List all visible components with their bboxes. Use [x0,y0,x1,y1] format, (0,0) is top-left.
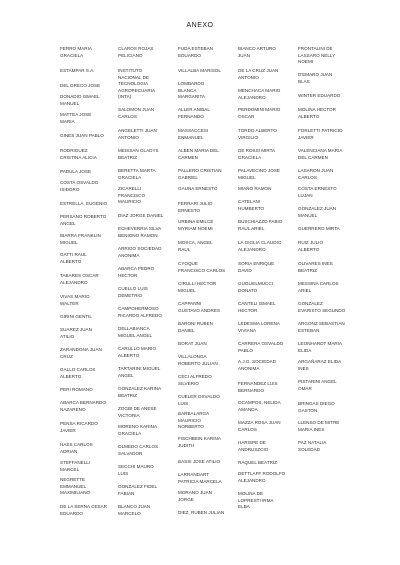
name-entry: LOMBARDO BLANCA MARGARITA [178,81,205,99]
name-entry: LASARON JUAN CARLOS [298,168,334,180]
name-entry: DELLABIANCA MIGUEL ANGEL [118,326,153,338]
name-entry: ALBEN MARIA DEL CARMEN [178,148,219,160]
page-title: ANEXO [186,22,214,29]
name-entry: GAUNA ERNESTO [178,186,218,191]
name-entry: CAPPANNI GUSTAVO ANDRES [178,301,220,313]
name-entry: ESTAMPAR S.A. [60,68,95,73]
name-entry: HASS CARLOS ADRIAN [60,442,93,454]
name-entry: FERRARI JULIO ERNESTO [178,201,213,213]
name-entry: RAQUEL BEATRIZ [238,460,278,465]
name-entry: ARGAÑARAZ ELIDA INES [298,359,342,371]
name-entry: MORANO JUAN JORGE [178,490,212,502]
name-entry: DE ROSSI MIRTA GRACIELA [238,148,276,160]
name-entry: GALLO CARLOS ALBERTO [60,367,96,379]
name-entry: DETTLAFF RODOLFO ALEJANDRO [238,471,286,483]
name-entry: DIEZ, RUBEN JULIAN [178,510,225,515]
name-entry: BARBALARGA MAURICIO NORBERTO [178,411,210,429]
name-entry: MOLINA HECTOR ALBERTO [298,107,336,119]
name-entry: VALENCIANA MARIA DEL CARMEN [298,148,343,160]
name-entry: BORAT JUAN [178,341,207,346]
name-entry: SALOMON JUAN CARLOS [118,107,155,119]
name-entry: D'EMARO JUAN BLAS [298,72,333,84]
name-entry: MENCHACA MARIO ALEJANDRO [238,88,281,100]
name-entry: LEDESMA LORENA VIVIANA [238,321,280,333]
name-entry: TABARES OSCAR ALEJANDRO [60,273,99,285]
name-entry: COSTA OSVALDO ISIDORO [60,180,99,192]
name-entry: GUGLIELMUCCI DONATO [238,281,273,293]
name-entry: DE LA SERNA CESAR EDUARDO [60,504,107,516]
name-entry: BRINGAS DIEGO GASTON [298,401,335,413]
name-entry: ECHEVERRIA SILVA BENIGNO RAMON [118,226,162,238]
name-entry: MOSCA, ANGEL RAUL [178,240,213,252]
name-entry: CARRERA OSVALDO PABLO [238,341,284,353]
name-entry: MOLINA DE LOPRESTI IRMA ELBA [238,491,274,509]
name-entry: TORDO ALBERTO VIRGILIO [238,128,277,140]
name-entry: CATELANI HUMBERTO [238,199,265,211]
name-entry: ARRIGO SOCIEDAD ANONIMA [118,246,162,258]
name-entry: RODRIGUEZ CRISTINA ALICIA [60,148,97,160]
name-entry: BUSCHIAZZO FABIO RAUL ARIEL [238,219,283,231]
name-entry: GONZALEZ JUAN MANUEL [298,206,337,218]
name-entry: PISTARINI ANGEL OMAR [298,379,337,391]
name-entry: OLIVARES INES BEATRIZ [298,261,333,273]
name-entry: MIAÑO RAMON [238,186,272,191]
name-entry: SUAREZ JUAN ATILIO [60,327,92,339]
name-entry: LA GIGLIA CLAUDIO ALEJANDRO [238,240,282,252]
name-entry: GONZALEZ EVARISTO SEGUNDO [298,301,346,313]
name-entry: PERI ROMANO [60,387,93,392]
name-entry: A.J.G. SOCIEDAD ANONIMA [238,359,277,371]
name-entry: CANTELI ISMAEL HECTOR [238,301,276,313]
name-entry: CIRULLI HECTOR MIGUEL [178,281,217,293]
name-entry: OLMEDO CARLOS SALVADOR [118,444,159,456]
name-entry: FERNANDEZ LUIS BERNARDO [238,381,278,393]
name-entry: OCAMPOS, NELIDA AMANDA [238,400,281,412]
name-entry: ZARANDONA JUAN CRUZ [60,347,102,359]
name-entry: MAZZA ROSA JUAN CARLOS [238,420,281,432]
name-entry: LEONHARDT MARIA ELIDA [298,341,343,353]
name-entry: GONZALEZ KARINA BEATRIZ [118,386,162,398]
name-entry: GATTI RAUL ALBERTO [60,252,87,264]
name-entry: VILLALBA MARISOL [178,68,221,73]
name-entry: DEL GRECO JOSE [60,83,101,88]
name-entry: CYOQUE FRANCISCO CARLOS [178,261,226,273]
name-entry: COSTA ERNESTO LUJAN [298,186,337,198]
name-entry: MATTEA JOSE MARIA [60,112,92,124]
name-entry: FUDA ESTEBAN EDUARDO [178,46,213,58]
name-entry: NEGRETTE EMMANUEL MAXIMILIANO [60,477,91,495]
name-entry: BERETTA MARTA GRACIELA [118,168,156,180]
name-entry: CLAROS ROJAS PELICIANO [118,46,154,58]
name-entry: PERDOMINI MARIO OSCAR [238,107,281,119]
name-entry: VIVAS MARIO WALTER [60,294,90,306]
name-entry: INSTITUTO NACIONAL DE TECNOLOGIA AGROPECUARIA (INTA) [118,68,156,99]
name-entry: ZICARELLI FRANCISCO MAURICIO [118,186,146,204]
name-entry: ALLER ANIBAL FERNANDO [178,107,210,119]
name-entry: CUELLO LUIS DEMETRIO [118,286,148,298]
name-entry: VILLALONGA ROBERTO JULIAN [178,354,218,366]
name-entry: ARGONZ SEBASTIAN ESTEBAN [298,321,345,333]
name-entry: MORENO KARINA GRACIELA [118,424,158,436]
name-entry: GINES JUAN PABLO [60,133,104,138]
name-entry: ESTRELLA, EUGENIO [60,201,108,206]
name-entry: PADULA JOSE [60,169,92,174]
name-entry: FERRO MARIA GRACIELA [60,46,92,58]
name-entry: STEFFANELLI MARCEL [60,460,91,472]
name-entry: MESSINA CARLOS ARIEL [298,281,339,293]
name-entry: DONADIO ISMAEL MANUEL [60,94,100,106]
name-entry: CARULLO MARIO ALBERTO [118,346,157,358]
name-entry: PERSANO ROBERTO ANGEL [60,214,107,226]
name-entry: MEISSAN GLADYS BEATRIZ [118,148,159,160]
name-entry: ABARCA PEDRO HECTOR [118,266,155,278]
name-entry: TARTARINI MIGUEL ANGEL [118,366,161,378]
name-entry: CECI ALFREDO SILVERIO [178,374,212,386]
name-entry: GUERRERO MIRTA [298,226,340,231]
name-entry: CUELER OSVALDO LUIS [178,394,220,406]
name-entry: DE LA CRUZ JUAN ANTONIO [238,68,279,80]
name-entry: MASSACCESI ENMANUEL [178,128,209,140]
name-entry: SORIA ENRIQUE DAVID [238,261,275,273]
name-entry: CAMPOHERMOSO RICARDO ALFREDO [118,306,162,318]
name-entry: GONZALEZ FIDEL FABIAN [118,484,158,496]
name-entry: ZOGBI DE ANESE VICTORIA [118,406,157,418]
name-entry: HARISPE DE ANDRUSZCIO [238,440,269,452]
name-entry: ABARCA BERNARDO NAZARENO [60,400,106,412]
name-entry: BIANCO ARTURO JUAN [238,46,276,58]
name-entry: RUIZ JULIO ALBERTO [298,240,324,252]
name-entry: WINTER EDUARDO [298,93,341,98]
name-entry: LLENSO DE MITRE MARIA INES [298,420,340,432]
name-entry: PALLERO CRISTIAN GABRIEL [178,168,222,180]
name-entry: BASSI JOSE ATILIO [178,459,221,464]
name-entry: PENSA RICARDO JAVIER [60,421,98,433]
name-entry: DIAZ JORGE DANIEL [118,213,164,218]
name-entry: PAZ NATALIA SOLEDAD [298,440,327,452]
name-entry: LARRANDART PATRICIA MARCELA [178,472,222,484]
name-entry: IBARRA FRANKLIN MIGUEL [60,233,101,245]
name-entry: SECCHI MAURO LUIS [118,464,154,476]
name-entry: URBINA EMILCE MYRIAM NOEMI [178,219,214,231]
name-entry: FORLETTI PATRICIO JAVIER [298,128,343,140]
name-entry: BARONI RUBEN DANIEL [178,321,213,333]
name-entry: ANGELETTI JUAN ANTONIO [118,128,157,140]
name-entry: FRONTALINI DE LASSARO NELLY NOEMI [298,46,336,64]
name-entry: FISCHBEIN KARINA JUDITH [178,436,221,448]
name-entry: PALAVECINO JOSE MIGUEL [238,168,280,180]
name-entry: BLANCO JUAN MARCELO [118,504,151,516]
name-entry: GIRINI GENTIL [60,314,92,319]
